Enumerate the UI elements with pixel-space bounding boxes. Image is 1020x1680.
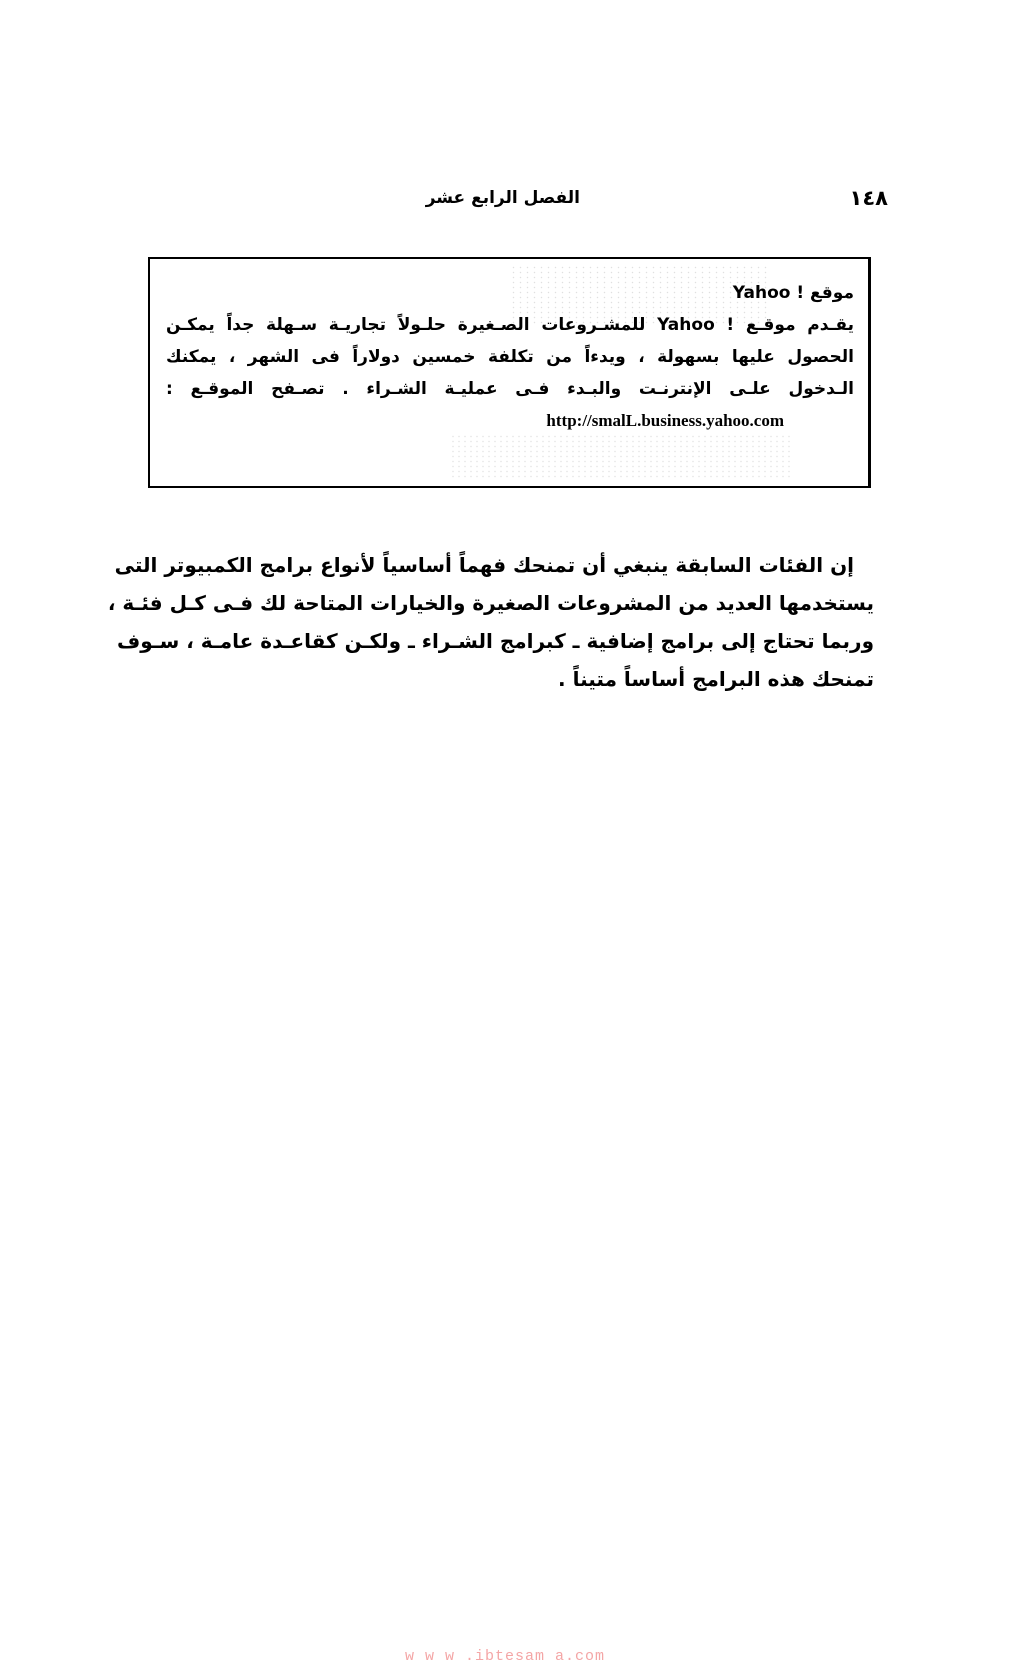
sidebar-box: [148, 257, 871, 488]
body-paragraph: [107, 546, 874, 698]
scan-noise: [450, 434, 790, 479]
footer-watermark: w w w .ibtesam a.com: [405, 1648, 606, 1665]
sidebar-heading: موقع ! Yahoo: [732, 283, 854, 303]
website-url: http://smalL.business.yahoo.com: [546, 411, 784, 430]
sidebar-line: الـدخول علـى الإنترنـت والبـدء فـى عمليـة الشـراء . تصـفح الموقـع :: [166, 379, 854, 399]
paragraph-line: وربما تحتاج إلى برامج إضافية ـ كبرامج الشـراء ـ ولكـن كقاعـدة عامـة ، سـوف: [116, 629, 874, 653]
sidebar-content: [166, 277, 854, 437]
sidebar-line: يقـدم موقـع ! Yahoo للمشـروعات الصـغيرة حلـولاً تجاريـة سـهلة جداً يمكـن: [166, 315, 854, 335]
paragraph-line: تمنحك هذه البرامج أساساً متيناً .: [558, 667, 874, 691]
paragraph-line: إن الفئات السابقة ينبغي أن تمنحك فهماً أساسياً لأنواع برامج الكمبيوتر التى: [114, 553, 854, 577]
page-number: ١٤٨: [849, 186, 888, 210]
sidebar-line: الحصول عليها بسهولة ، ويدءاً من تكلفة خمسين دولاراً فى الشهر ، يمكنك: [166, 347, 854, 367]
paragraph-line: يستخدمها العديد من المشروعات الصغيرة والخيارات المتاحة لك فـى كـل فئـة ،: [107, 591, 874, 615]
chapter-title: الفصل الرابع عشر: [425, 188, 580, 208]
